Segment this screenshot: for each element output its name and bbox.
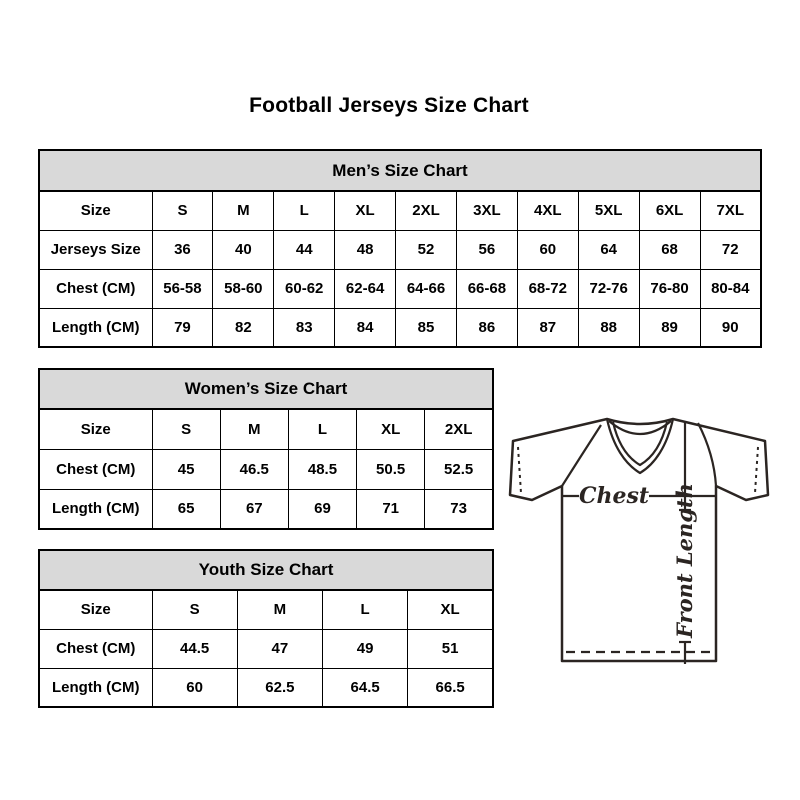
cell: 58-60 [213,269,274,308]
cell: 60 [152,668,237,707]
youth-table-title: Youth Size Chart [39,550,493,590]
cell: 46.5 [220,449,288,489]
cell: 49 [323,629,408,668]
cell: 79 [152,308,213,347]
cell: XL [408,590,493,629]
womens-size-table [38,368,494,530]
cell: 65 [152,489,220,529]
cell: 7XL [700,191,761,230]
womens-table-title: Women’s Size Chart [39,369,493,409]
cell: 84 [335,308,396,347]
cell: 86 [456,308,517,347]
cell: 89 [639,308,700,347]
cell: 36 [152,230,213,269]
table-row [39,308,761,347]
cell: 72-76 [578,269,639,308]
cell: 69 [288,489,356,529]
cell: 76-80 [639,269,700,308]
cell: 52.5 [425,449,493,489]
cell: 60-62 [274,269,335,308]
cell: 83 [274,308,335,347]
cell: 64 [578,230,639,269]
cell: 60 [517,230,578,269]
cell: 45 [152,449,220,489]
cell: 2XL [396,191,457,230]
cell: 48 [335,230,396,269]
cell: 47 [237,629,322,668]
cell: 64.5 [323,668,408,707]
cell: 44.5 [152,629,237,668]
table-row [39,230,761,269]
cell: M [220,409,288,449]
cell: 62.5 [237,668,322,707]
row-label: Chest (CM) [39,269,152,308]
jersey-measurement-diagram [495,398,785,683]
table-header-band [39,150,761,191]
cell: 68-72 [517,269,578,308]
table-row [39,590,493,629]
table-header-band [39,369,493,409]
jersey-outline-shape [510,419,768,661]
table-row [39,409,493,449]
cell: XL [357,409,425,449]
row-label: Size [39,191,152,230]
row-label: Size [39,590,152,629]
cell: S [152,590,237,629]
cell: 50.5 [357,449,425,489]
table-header-band [39,550,493,590]
cell: 72 [700,230,761,269]
mens-size-table [38,149,762,348]
cell: 66.5 [408,668,493,707]
cell: 62-64 [335,269,396,308]
cell: M [237,590,322,629]
cell: 88 [578,308,639,347]
cell: 56-58 [152,269,213,308]
table-row [39,629,493,668]
row-label: Length (CM) [39,489,152,529]
row-label: Length (CM) [39,668,152,707]
cell: L [288,409,356,449]
cell: L [323,590,408,629]
cell: 80-84 [700,269,761,308]
table-row [39,449,493,489]
row-label: Chest (CM) [39,629,152,668]
cell: 67 [220,489,288,529]
chest-label: Chest [578,483,650,509]
cell: 73 [425,489,493,529]
cell: 68 [639,230,700,269]
table-row [39,269,761,308]
cell: 51 [408,629,493,668]
cell: 52 [396,230,457,269]
row-label: Length (CM) [39,308,152,347]
row-label: Jerseys Size [39,230,152,269]
row-label: Size [39,409,152,449]
cell: 40 [213,230,274,269]
cell: 3XL [456,191,517,230]
youth-size-table [38,549,494,708]
cell: 64-66 [396,269,457,308]
cell: S [152,191,213,230]
cell: 4XL [517,191,578,230]
cell: M [213,191,274,230]
cell: S [152,409,220,449]
row-label: Chest (CM) [39,449,152,489]
table-row [39,191,761,230]
page-title: Football Jerseys Size Chart [249,94,529,117]
cell: 71 [357,489,425,529]
cell: L [274,191,335,230]
cell: 56 [456,230,517,269]
cell: 90 [700,308,761,347]
cell: 85 [396,308,457,347]
table-row [39,489,493,529]
cell: XL [335,191,396,230]
table-row [39,668,493,707]
cell: 82 [213,308,274,347]
cell: 66-68 [456,269,517,308]
cell: 87 [517,308,578,347]
cell: 6XL [639,191,700,230]
cell: 2XL [425,409,493,449]
cell: 5XL [578,191,639,230]
cell: 48.5 [288,449,356,489]
mens-table-title: Men’s Size Chart [39,150,761,191]
cell: 44 [274,230,335,269]
front-length-label: Front Length [672,483,697,638]
